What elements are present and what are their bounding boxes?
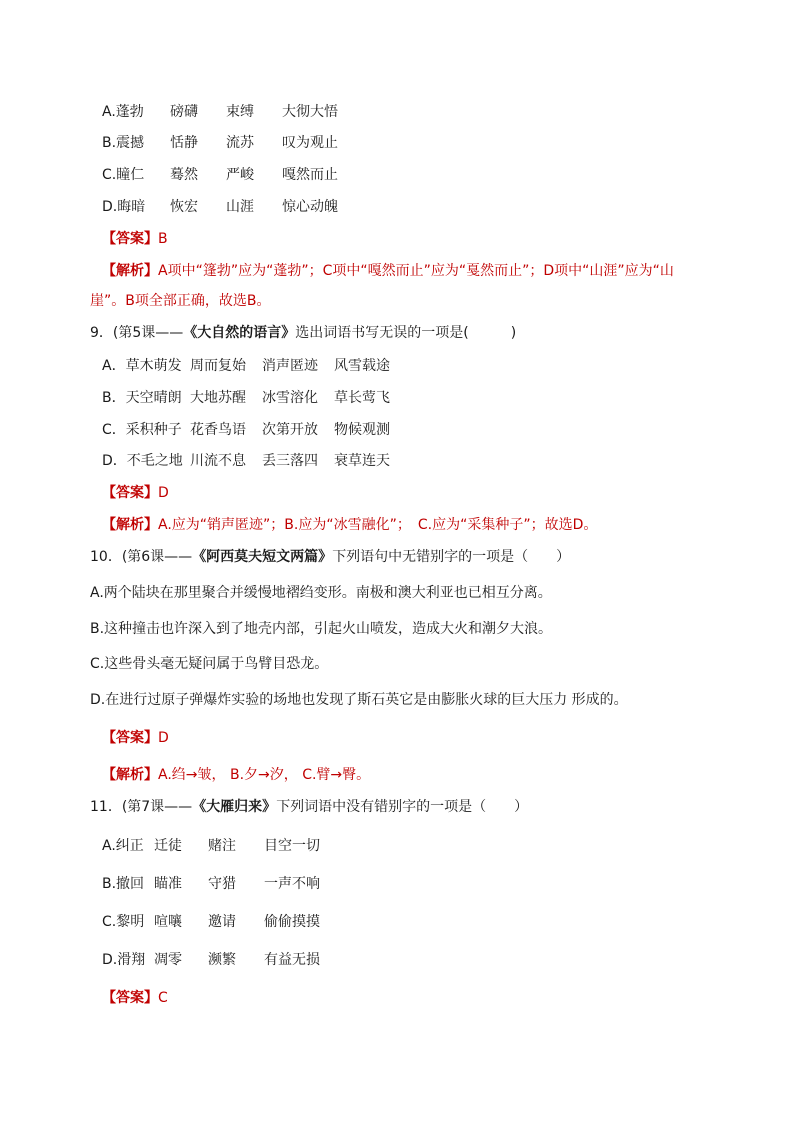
option-word: B．天空晴朗 (102, 390, 182, 406)
option-word: 川流不息 (190, 453, 246, 469)
answer-value: B (158, 231, 168, 247)
q10-explanation (102, 765, 370, 785)
explanation-label: 【解析】 (102, 517, 158, 533)
option-word: 大地苏醒 (190, 390, 246, 406)
option-word: 一声不响 (264, 876, 320, 892)
option-word: 草长莺飞 (334, 390, 390, 406)
option-word: 迁徒 (154, 838, 182, 854)
option-word: 有益无损 (264, 952, 320, 968)
question-text: 下列语句中无错别字的一项是（ ） (332, 549, 571, 565)
explanation-label: 【解析】 (102, 263, 158, 279)
q10-option-c: C.这些骨头毫无疑问属于鸟臂目恐龙。 (90, 656, 329, 672)
question-text: 选出词语书写无误的一项是( ) (295, 325, 517, 341)
lesson-title: 《大雁归来》 (192, 799, 277, 815)
question-prefix: 11．(第7课—— (90, 799, 193, 815)
answer-label: 【答案】 (102, 730, 158, 746)
question-prefix: 10．(第6课—— (90, 549, 193, 565)
explanation-text: A.应为“销声匿迹”；B.应为“冰雪融化”； C.应为“采集种子”；故选D。 (158, 517, 598, 533)
option-word: B.震撼 (102, 135, 145, 151)
option-word: A.蓬勃 (102, 104, 144, 120)
q11-stem (90, 797, 528, 817)
option-word: 瞄准 (154, 876, 182, 892)
option-word: 周而复始 (190, 358, 246, 374)
answer-label: 【答案】 (102, 485, 158, 501)
option-word: 喧嚷 (154, 914, 182, 930)
explanation-label: 【解析】 (102, 767, 158, 783)
option-word: 磅礴 (170, 104, 198, 120)
q9-stem (90, 323, 516, 343)
explanation-text: A项中“篷勃”应为“蓬勃”；C项中“嘎然而止”应为“戛然而止”；D项中“山涯”应为“山 (158, 263, 674, 279)
lesson-title: 《阿西莫夫短文两篇》 (192, 549, 333, 565)
option-word: 大彻大悟 (282, 104, 338, 120)
option-word: 次第开放 (262, 422, 318, 438)
option-word: 目空一切 (264, 838, 320, 854)
answer-value: D (158, 485, 169, 501)
question-prefix: 9．(第5课—— (90, 325, 184, 341)
q8-answer (102, 229, 168, 249)
option-word: 衰草连天 (334, 453, 390, 469)
option-word: 束缚 (226, 104, 254, 120)
option-word: 凋零 (154, 952, 182, 968)
answer-value: D (158, 730, 169, 746)
q10-option-b: B.这种撞击也许深入到了地壳内部，引起火山喷发，造成大火和潮夕大浪。 (90, 621, 553, 637)
option-word: D.滑翔 (102, 952, 146, 968)
option-word: 严峻 (226, 167, 254, 183)
q10-option-a: A.两个陆块在那里聚合并缓慢地褶绉变形。南极和澳大利亚也已相互分离。 (90, 585, 552, 601)
option-word: 守猎 (208, 876, 236, 892)
option-word: 冰雪溶化 (262, 390, 318, 406)
option-word: 嘎然而止 (282, 167, 338, 183)
option-word: 恬静 (170, 135, 198, 151)
option-word: 叹为观止 (282, 135, 338, 151)
option-word: 流苏 (226, 135, 254, 151)
option-word: D．不毛之地 (102, 453, 183, 469)
option-word: 邀请 (208, 914, 236, 930)
answer-label: 【答案】 (102, 990, 158, 1006)
option-word: 花香鸟语 (190, 422, 246, 438)
option-word: A．草木萌发 (102, 358, 182, 374)
option-word: 恢宏 (170, 199, 198, 215)
explanation-text: A.绉→皱， B.夕→汐， C.臂→臀。 (158, 767, 371, 783)
option-word: 濒繁 (208, 952, 236, 968)
q11-answer (102, 988, 168, 1008)
option-word: 丢三落四 (262, 453, 318, 469)
q8-explanation (102, 261, 674, 281)
answer-label: 【答案】 (102, 231, 158, 247)
q10-stem (90, 547, 570, 567)
option-word: 偷偷摸摸 (264, 914, 320, 930)
option-word: 消声匿迹 (262, 358, 318, 374)
option-word: 赌注 (208, 838, 236, 854)
q10-option-d: D.在进行过原子弹爆炸实验的场地也发现了斯石英它是由膨胀火球的巨大压力 形成的。 (90, 692, 628, 708)
option-word: D.晦暗 (102, 199, 146, 215)
option-word: 蓦然 (170, 167, 198, 183)
option-word: C.黎明 (102, 914, 145, 930)
option-word: 物候观测 (334, 422, 390, 438)
option-word: A.纠正 (102, 838, 144, 854)
question-text: 下列词语中没有错别字的一项是（ ） (276, 799, 529, 815)
option-word: 山涯 (226, 199, 254, 215)
q8-explanation-cont: 崖”。B项全部正确，故选B。 (90, 293, 271, 309)
option-word: C.瞳仁 (102, 167, 145, 183)
option-word: 惊心动魄 (282, 199, 338, 215)
q10-answer (102, 728, 169, 748)
option-word: C．采积种子 (102, 422, 182, 438)
q9-explanation (102, 515, 597, 535)
answer-value: C (158, 990, 168, 1006)
lesson-title: 《大自然的语言》 (183, 325, 296, 341)
option-word: B.撤回 (102, 876, 145, 892)
q9-answer (102, 483, 169, 503)
option-word: 风雪载途 (334, 358, 390, 374)
